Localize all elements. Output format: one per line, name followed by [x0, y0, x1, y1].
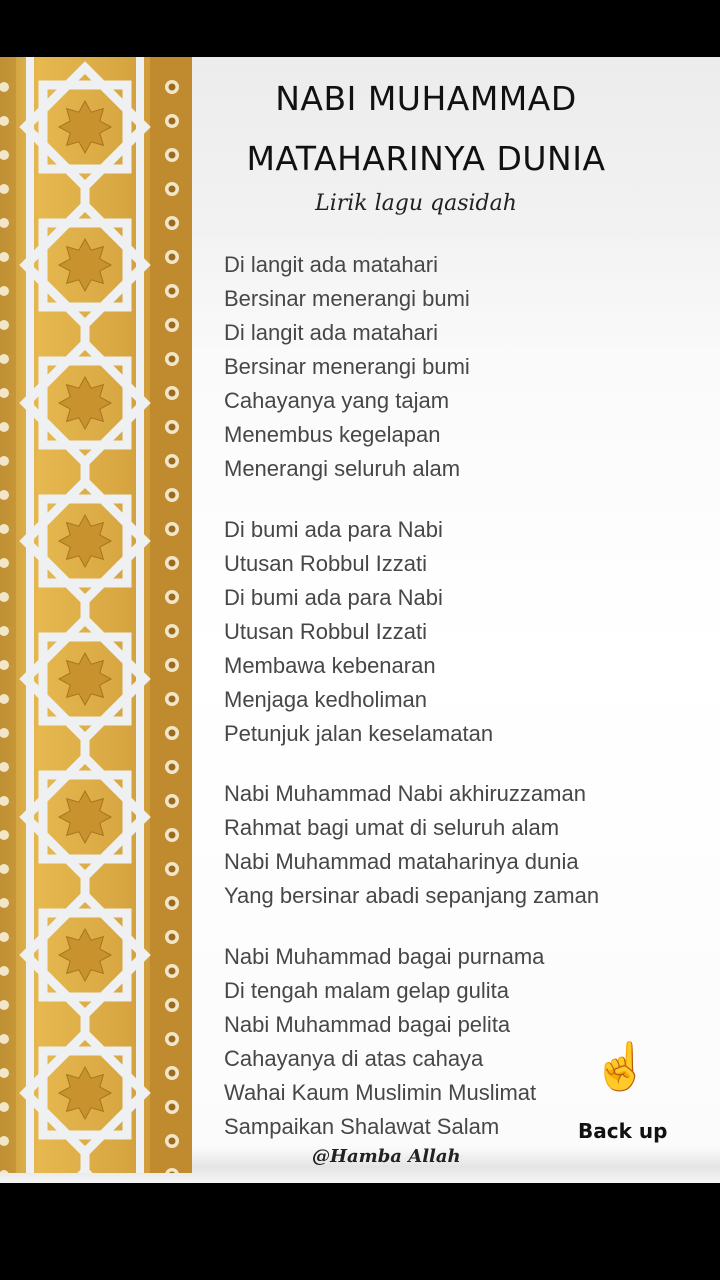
lyric-line: Menerangi seluruh alam — [224, 456, 461, 481]
stanza-4 — [224, 940, 599, 1144]
lyric-line: Utusan Robbul Izzati — [224, 550, 427, 576]
stanza-2 — [224, 513, 599, 751]
lyric-line: Bersinar menerangi bumi — [224, 354, 470, 379]
subtitle: Lirik lagu qasidah — [315, 191, 517, 216]
lyric-line: Menjaga kedholiman — [224, 686, 428, 712]
lyric-line: Di langit ada matahari — [224, 320, 439, 345]
title-line-1: NABI MUHAMMAD — [275, 79, 577, 118]
lyric-line: Cahayanya di atas cahaya — [224, 1045, 484, 1071]
lyric-line: Petunjuk jalan keselamatan — [224, 720, 494, 746]
geometric-pattern-icon — [0, 57, 192, 1173]
credit-watermark: @Hamba Allah — [312, 1146, 461, 1167]
lyric-line: Rahmat bagi umat di seluruh alam — [224, 815, 560, 840]
pointing-up-hand-icon[interactable]: ☝️ — [592, 1040, 650, 1092]
title-line-2: MATAHARINYA DUNIA — [246, 139, 606, 178]
lyric-line: Nabi Muhammad bagai purnama — [224, 943, 545, 969]
lyric-line: Yang bersinar abadi sepanjang zaman — [224, 883, 600, 908]
ornamental-gold-border — [0, 57, 192, 1173]
lyric-line: Nabi Muhammad bagai pelita — [224, 1011, 511, 1037]
lyric-line: Membawa kebenaran — [224, 652, 436, 678]
lyric-line: Menembus kegelapan — [224, 422, 441, 447]
lyric-line: Di bumi ada para Nabi — [224, 584, 443, 610]
lyrics-poster — [0, 57, 720, 1183]
lyric-line: Sampaikan Shalawat Salam — [224, 1113, 500, 1139]
lyric-line: Bersinar menerangi bumi — [224, 286, 470, 311]
lyric-line: Nabi Muhammad Nabi akhiruzzaman — [224, 781, 586, 806]
stanza-1 — [224, 248, 599, 486]
lyric-line: Cahayanya yang tajam — [224, 388, 450, 413]
stanza-3 — [224, 777, 599, 913]
lyric-line: Di langit ada matahari — [224, 252, 439, 277]
lyric-line: Wahai Kaum Muslimin Muslimat — [224, 1079, 537, 1105]
lyrics — [224, 248, 599, 1170]
lyric-line: Nabi Muhammad mataharinya dunia — [224, 849, 579, 874]
lyric-line: Di bumi ada para Nabi — [224, 516, 443, 542]
back-up-label[interactable]: Back up — [578, 1119, 668, 1143]
lyric-line: Utusan Robbul Izzati — [224, 618, 427, 644]
lyric-line: Di tengah malam gelap gulita — [224, 977, 509, 1003]
